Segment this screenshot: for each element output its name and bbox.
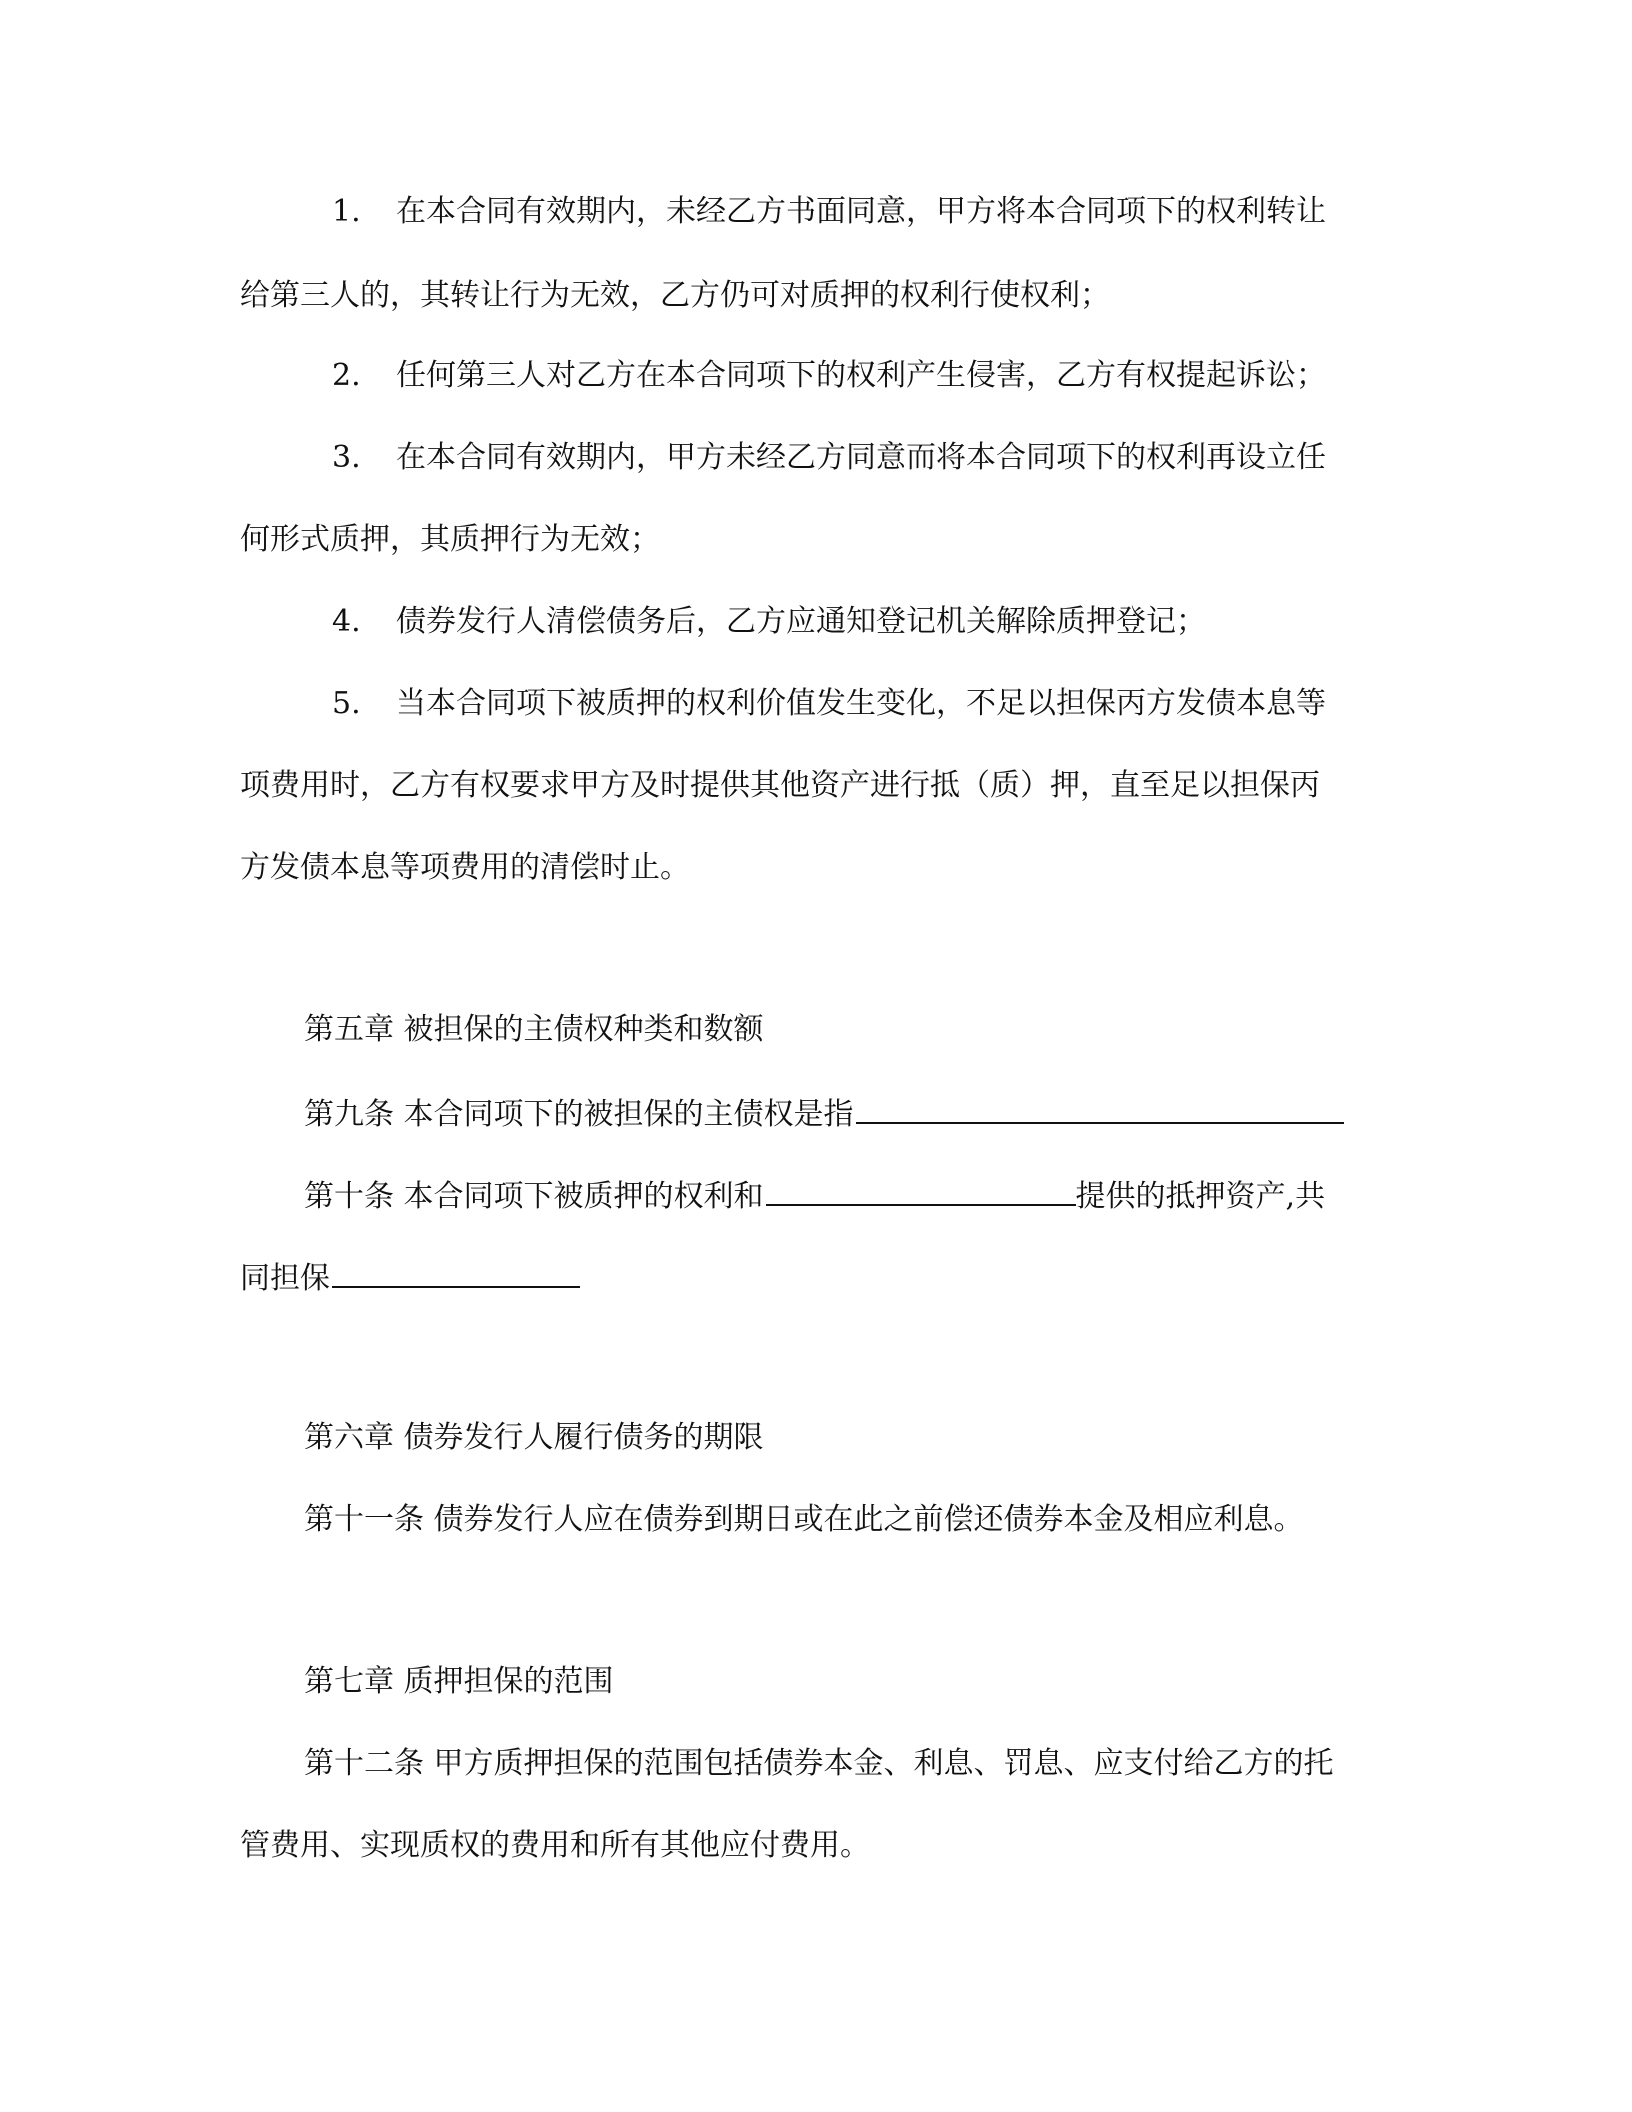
article-9 [304, 1092, 1444, 1135]
list-item-3-line-2: 何形式质押，其质押行为无效； [240, 522, 660, 557]
list-item-4-line-1 [332, 602, 1472, 642]
article-12-line-1: 第十二条 甲方质押担保的范围包括债券本金、利息、罚息、应支付给乙方的托 [304, 1746, 1334, 1781]
list-item-1-line-1 [332, 192, 1472, 232]
chapter-6-heading: 第六章 债券发行人履行债务的期限 [304, 1420, 764, 1455]
list-item-number: 4. [332, 604, 361, 639]
article-9-text: 第九条 本合同项下的被担保的主债权是指 [304, 1097, 854, 1132]
list-item-number: 3. [332, 440, 361, 475]
list-item-text: 在本合同有效期内，甲方未经乙方同意而将本合同项下的权利再设立任 [396, 440, 1326, 475]
list-item-number: 5. [332, 686, 361, 721]
article-10-line-2-text: 同担保 [240, 1261, 330, 1296]
chapter-7-heading: 第七章 质押担保的范围 [304, 1664, 614, 1699]
list-item-1-line-2: 给第三人的，其转让行为无效，乙方仍可对质押的权利行使权利； [240, 278, 1110, 313]
article-10-line-2 [240, 1256, 1380, 1299]
list-item-5-line-3: 方发债本息等项费用的清偿时止。 [240, 850, 690, 885]
list-item-3-line-1 [332, 438, 1472, 478]
list-item-5-line-2: 项费用时，乙方有权要求甲方及时提供其他资产进行抵（质）押，直至足以担保丙 [240, 768, 1320, 803]
article-10-text-part-1: 第十条 本合同项下被质押的权利和 [304, 1179, 764, 1214]
article-11: 第十一条 债券发行人应在债券到期日或在此之前偿还债券本金及相应利息。 [304, 1502, 1304, 1537]
list-item-text: 债券发行人清偿债务后，乙方应通知登记机关解除质押登记； [396, 604, 1206, 639]
chapter-5-heading: 第五章 被担保的主债权种类和数额 [304, 1012, 764, 1047]
fill-in-blank[interactable] [766, 1174, 1076, 1206]
list-item-2-line-1 [332, 356, 1472, 396]
list-item-5-line-1 [332, 684, 1472, 724]
article-12-line-2: 管费用、实现质权的费用和所有其他应付费用。 [240, 1828, 870, 1863]
list-item-number: 1. [332, 194, 361, 229]
fill-in-blank[interactable] [332, 1256, 580, 1288]
list-item-text: 在本合同有效期内，未经乙方书面同意，甲方将本合同项下的权利转让 [396, 194, 1326, 229]
list-item-text: 当本合同项下被质押的权利价值发生变化，不足以担保丙方发债本息等 [396, 686, 1326, 721]
list-item-number: 2. [332, 358, 361, 393]
list-item-text: 任何第三人对乙方在本合同项下的权利产生侵害，乙方有权提起诉讼； [396, 358, 1326, 393]
fill-in-blank[interactable] [856, 1092, 1344, 1124]
article-10-line-1 [304, 1174, 1444, 1217]
article-10-text-part-2: 提供的抵押资产,共 [1075, 1179, 1326, 1214]
